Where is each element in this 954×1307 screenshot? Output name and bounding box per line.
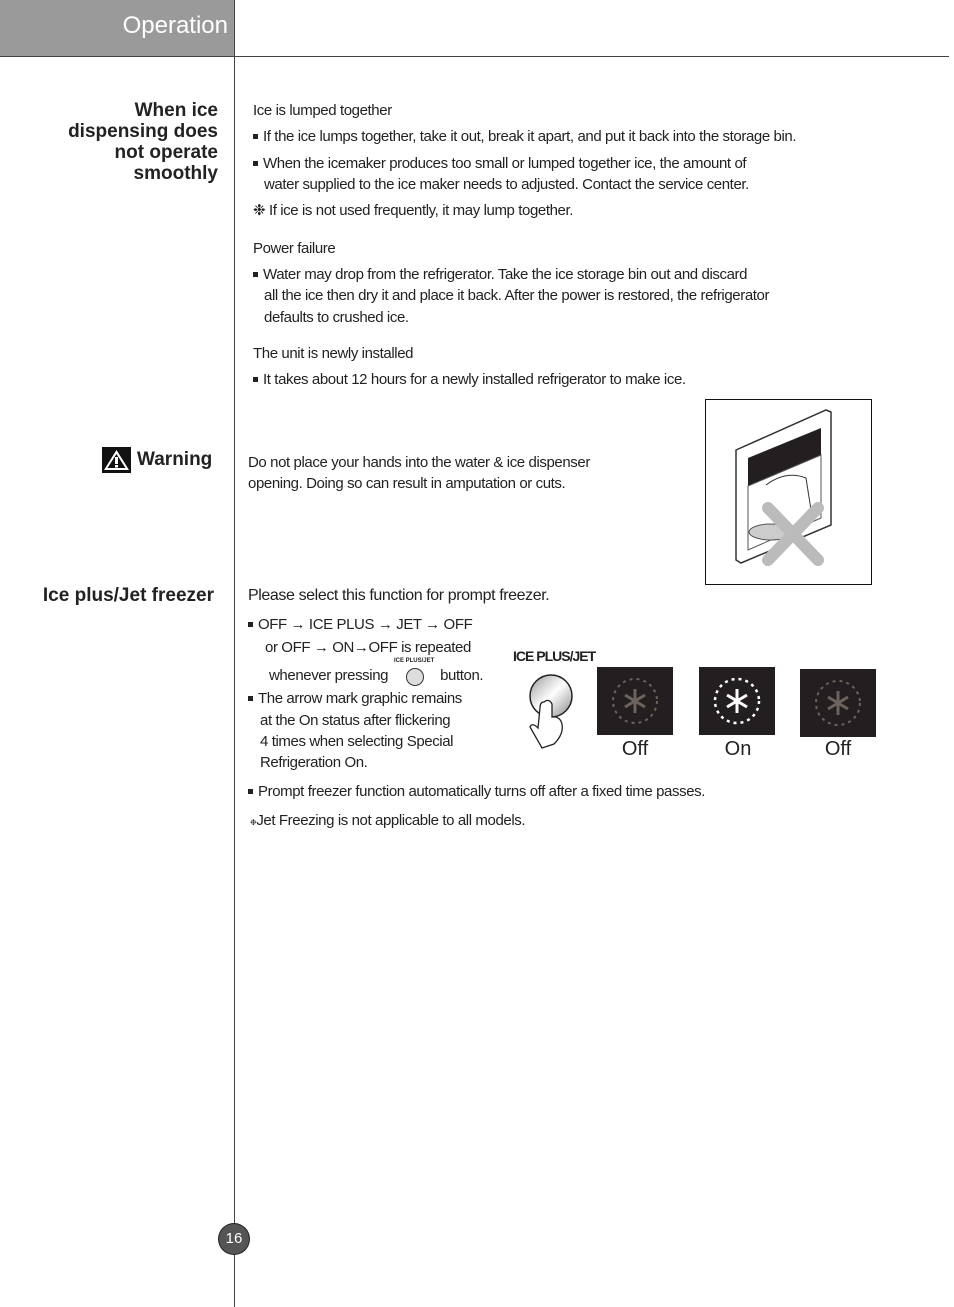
lumped-title: Ice is lumped together <box>253 102 392 119</box>
ice-plus-button-press-icon[interactable] <box>522 672 578 752</box>
warning-title: Warning <box>137 449 213 470</box>
power-item: Water may drop from the refrigerator. Take the ice storage bin out and discard <box>253 264 747 285</box>
mini-ice-plus-button-icon <box>391 660 437 686</box>
button-text: button. <box>440 667 484 684</box>
heading-line: dispensing does <box>68 121 218 142</box>
arrow-note-cont: at the On status after flickering <box>260 712 451 729</box>
warning-text: Do not place your hands into the water & ice dispenser <box>248 454 590 471</box>
power-title: Power failure <box>253 240 336 257</box>
status-label: On <box>724 738 752 760</box>
lumped-item-cont: water supplied to the ice maker needs to adjusted. Contact the service center. <box>264 176 749 193</box>
arrow-note-cont: 4 times when selecting Special <box>260 733 454 750</box>
auto-off-note: Prompt freezer function automatically turns off after a fixed time passes. <box>248 781 705 802</box>
status-label: Off <box>621 738 649 760</box>
power-item-cont: all the ice then dry it and place it back. After the power is restored, the refrigerator <box>264 287 770 304</box>
section-title: Operation <box>122 12 228 39</box>
new-item: It takes about 12 hours for a newly installed refrigerator to make ice. <box>253 369 686 390</box>
ice-plus-button-label: ICE PLUS/JET <box>513 648 596 664</box>
heading-line: not operate <box>114 142 218 163</box>
page-number: 16 <box>219 1224 249 1254</box>
iceplus-sequence: OFF → ICE PLUS → JET → OFF <box>248 614 472 635</box>
section-header <box>0 0 234 56</box>
iceplus-intro: Please select this function for prompt freezer. <box>248 587 550 604</box>
warning-text: opening. Doing so can result in amputation or cuts. <box>248 475 566 492</box>
arrow-note-cont: Refrigeration On. <box>260 754 368 771</box>
divider <box>234 0 235 1307</box>
warning-icon <box>102 447 131 473</box>
lumped-note: If ice is not used frequently, it may lump together. <box>268 202 574 219</box>
divider <box>0 56 949 57</box>
status-label: Off <box>824 738 852 760</box>
dispenser-warning-illustration <box>705 399 872 585</box>
heading-line: When ice <box>134 100 218 121</box>
new-title: The unit is newly installed <box>253 345 414 362</box>
snowflake-note-icon: ❉ <box>253 202 269 219</box>
power-item-cont: defaults to crushed ice. <box>264 309 409 326</box>
status-on-icon <box>699 667 775 735</box>
lumped-item: If the ice lumps together, take it out, break it apart, and put it back into the storage bin. <box>253 126 796 147</box>
warning-label <box>102 447 212 473</box>
jet-note: Jet Freezing is not applicable to all models. <box>256 812 526 829</box>
snowflake-note-icon: ❉ <box>250 818 257 827</box>
ice-dispensing-heading <box>68 100 218 184</box>
iceplus-heading: Ice plus/Jet freezer <box>42 585 214 606</box>
pressing-text: whenever pressing <box>269 667 389 684</box>
iceplus-sequence-alt: or OFF → ON→OFF is repeated <box>265 639 471 656</box>
lumped-item: When the icemaker produces too small or lumped together ice, the amount of <box>253 153 746 174</box>
mini-button-label: ICE PLUS/JET <box>391 657 437 665</box>
status-off-icon <box>597 667 673 735</box>
arrow-note: The arrow mark graphic remains <box>248 688 462 709</box>
heading-line: smoothly <box>133 163 218 184</box>
status-off-icon <box>800 669 876 737</box>
